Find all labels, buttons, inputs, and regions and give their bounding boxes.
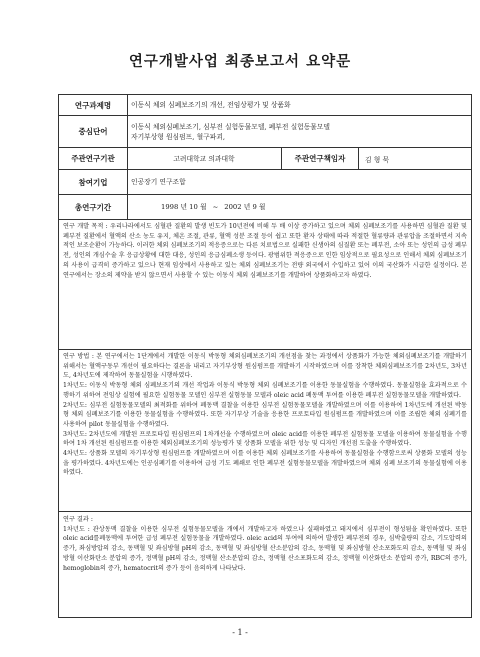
period-value — [131, 195, 467, 219]
institution-row — [59, 148, 471, 170]
year-item: 3차년도: 2차년도에 개발된 프로토타입 원심펌프의 1차개선을 수행하였으며 oleic acid를 이용한 폐부전 실험동물 모델을 이용하여 동물실험을 수행하여 1차 개선된 원심펌프를 이용한 체외심폐보조기의 성능평가 및 상품화 모델을 위한 성능 및 디자인 개선점 도출을 수행하였다. — [63, 430, 467, 448]
period-start: 1998 년 10 월 — [161, 203, 207, 211]
keywords-value — [131, 116, 467, 147]
institution-name: 고려대학교 의과대학 — [173, 154, 235, 163]
results-paragraph: 1차년도 : 관상동맥 결찰을 이용한 심부전 실험동물모델을 개에서 개발하고자 하였으나 실패하였고 돼지에서 심부전이 형성됨을 확인하였다. 또한 oleic acid를폐동맥에 투여한 급성 폐부전 실험동물을 개발하였다. oleic acid의 투여에 의하여 발생한 폐부전의 경우, 심박출량의 감소, 기도압력의 증가, 좌심방압의 감소, 동맥혈 및 좌심방혈 pH의 감소, 동맥혈 및 좌심방혈 산소분압의 감소, 동맥혈 및 좌심방혈 산소포화도의 감소, 동맥혈 및 좌심방혈 이산화탄소 분압의 증가, 정맥혈 pH의 감소, 정맥혈 산소분압의 감소, 정맥혈 산소포화도의 감소, 정맥혈 이산화탄소 분압의 증가, RBC의 증가, hemoglobin의 증가, hematocrit의 증가 등이 음의하게 나타났다. — [63, 525, 467, 572]
keywords-line: 이동식 체외심폐보조기, 심부전 실험동물모델, 폐부전 실험동물모델 — [131, 122, 330, 131]
year-item: 2차년도: 심부전 실험동물모델의 최적화를 위하여 폐동맥 결찰을 이용한 심부전 실험동물모델을 개발하였으며 이를 이용하여 1차년도에 개선된 박동형 체외 심폐보조기를 이용한 동물실험을 수행하였다. 또한 자기부상 기술을 응용한 프로토타입 원심펌프를 개발하였으며 이를 조립한 체외 심폐기를 사용하여 pilot 동물실험을 수행하였다. — [63, 401, 467, 428]
participants-value: 인공장기 연구조합 — [131, 178, 186, 186]
participants-row — [59, 170, 471, 195]
institution-value — [131, 148, 277, 169]
period-row — [59, 195, 471, 220]
participants-label: 참여기업 — [59, 170, 128, 194]
research-title-value: 이동식 체외 심폐보조기의 개선, 전임상평가 및 상품화 — [131, 101, 291, 109]
keywords-line: 자기부상형 원심펌프, 혈구파괴, — [131, 132, 225, 141]
summary-frame — [58, 94, 472, 618]
results-title: 연구 결과 : — [63, 516, 93, 523]
page-title: 연구개발사업 최종보고서 요약문 — [128, 53, 352, 70]
research-title-row — [59, 95, 471, 116]
year-item: 4차년도: 상품화 모델의 자기부상형 원심펌프를 개발하였으며 이를 이용한 체외 심폐보조기를 사용하여 동물실험을 수행함으로써 상품화 모델의 성능을 평가하였다. 4차년도에는 인공심폐기를 이용하여 급성 기도 폐쇄로 인한 폐부전 실험동물모델을 개발하였으며 체외 심폐 보조기의 동물실험에 이용하였다. — [63, 450, 467, 477]
period-separator: ~ — [212, 203, 219, 211]
year-item: 1차년도: 이동식 박동형 체외 심폐보조기의 개선 작업과 이동식 박동형 체외 심폐보조기를 이용한 동물실험을 수행하였다. 동물실험을 효과적으로 수행하기 위하여 전임상 실험에 필요한 실험동물 모델인 심부전 실험동물 모델과 oleic acid 폐동맥 투여를 이용한 폐부전 실험동물모델을 개발하였다. — [63, 382, 467, 399]
method-section — [63, 352, 467, 478]
period-label: 총연구기간 — [59, 195, 128, 219]
purpose-paragraph: 연구 개발 목적 : 우리나라에서도 심혈관 질환의 발생 빈도가 10년전에 비해 두 배 이상 증가하고 있으며 체외 심폐보조기를 사용하면 심혈관 질환 및 폐부전 질환에서 혈액의 산소 농도 유지, 체온 조절, 관류, 혈액 성분 조절 등이 쉽고 또한 환자 상태에 따라 적절한 혈류량과 관류압을 조절하면서 지속적인 보조순환이 가능하다. 이러한 체외 심폐보조기의 적응증으로는 다른 치료법으로 실패한 신생아의 심질환 또는 폐부전, 소아 또는 성인의 급성 폐부전, 성인의 개심수술 후 응급상황에 대한 대응, 성인의 응급심폐소생 등이다. 광범위한 적응증으로 인한 임상적으로 필요성으로 인해서 체외 심폐보조기의 사용이 급격히 증가하고 있으나 현재 임상에서 사용하고 있는 체외 심폐보조기는 전량 외국에서 수입하고 있어 이의 국산화가 시급한 실정이다. 본 연구에서는 장소의 제약을 받지 않으면서 사용할 수 있는 이동식 체외 심폐보조기를 개발하여 상품화하고자 하였다. — [63, 223, 467, 279]
keywords-row — [59, 116, 471, 148]
keywords-label: 중심단어 — [59, 116, 128, 147]
method-paragraph: 연구 방법 : 본 연구에서는 1단계에서 개발한 이동식 박동형 체외심폐보조기의 개선점을 찾는 과정에서 상품화가 가능한 체외심폐보조기를 개발하기 위해서는 혈액구동부 개선이 필요하다는 결론을 내리고 자기부상형 원심펌프를 개발하기 시작하였으며 이를 장착한 체외심폐보조기를 2차년도, 3차년도, 4차년도에 제작하여 동물실험을 시행하였다. — [63, 353, 467, 380]
manager-value: 김 형 묵 — [365, 155, 390, 164]
results-section — [63, 515, 467, 573]
period-end: 2002 년 9 월 — [224, 203, 266, 211]
institution-label: 주관연구기관 — [59, 148, 128, 169]
page-number: - 1 - — [232, 628, 248, 637]
purpose-row — [59, 220, 471, 350]
method-row — [59, 350, 471, 512]
research-title-label: 연구과제명 — [59, 95, 128, 115]
manager-label: 주관연구책임자 — [281, 148, 359, 169]
